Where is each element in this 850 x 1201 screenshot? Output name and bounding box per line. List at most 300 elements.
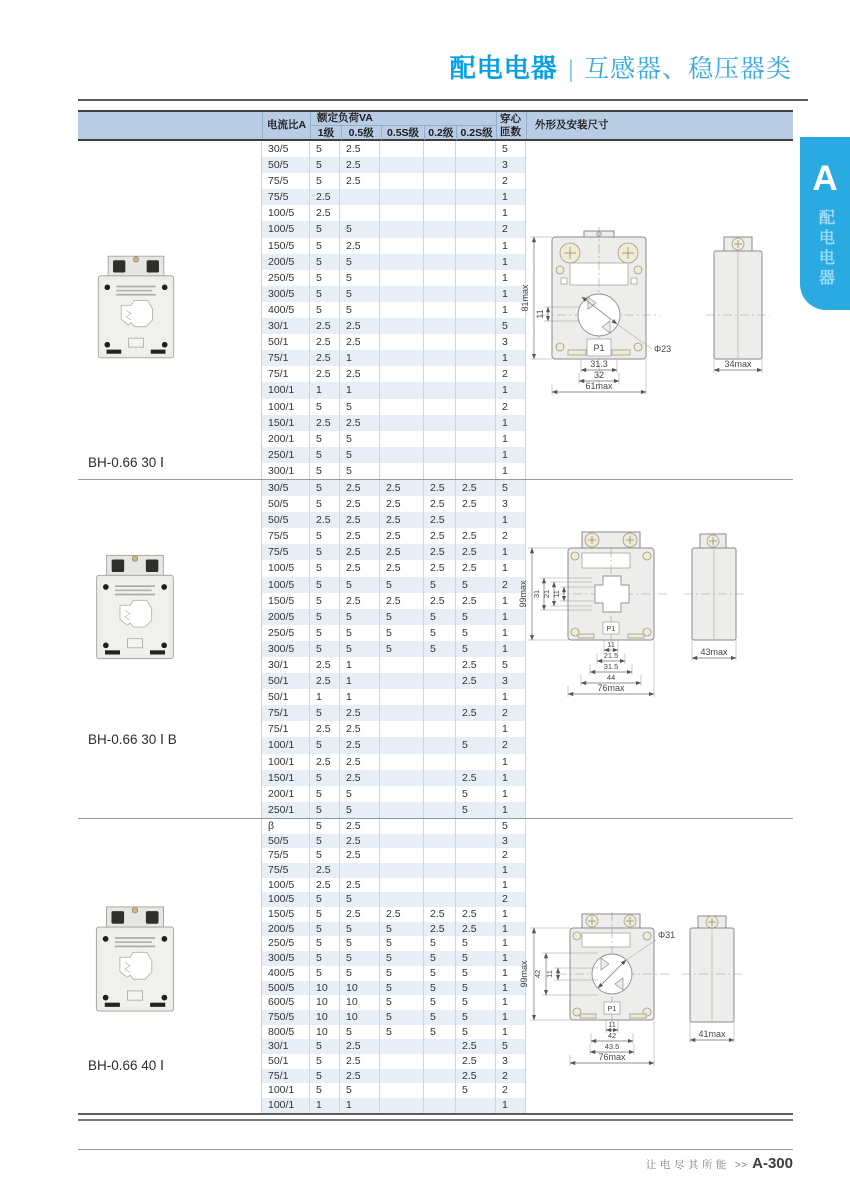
table-cell xyxy=(456,286,496,302)
table-cell xyxy=(380,205,424,221)
table-cell: 2.5 xyxy=(340,238,380,254)
table-cell: 5 xyxy=(310,907,340,922)
table-cell xyxy=(456,431,496,447)
table-row xyxy=(78,786,793,802)
table-cell: 30/5 xyxy=(262,480,310,496)
table-cell xyxy=(380,754,424,770)
table-cell: 2.5 xyxy=(340,1069,380,1084)
table-bottom-rule xyxy=(78,1113,793,1121)
table-cell: 2.5 xyxy=(424,593,456,609)
table-cell: 2.5 xyxy=(310,657,340,673)
table-cell: 5 xyxy=(310,1069,340,1084)
table-cell: 5 xyxy=(310,431,340,447)
table-row xyxy=(78,415,793,431)
table-cell: 150/1 xyxy=(262,770,310,786)
table-cell: 50/5 xyxy=(262,496,310,512)
table-row xyxy=(78,754,793,770)
product-name-3: BH-0.66 40 Ⅰ xyxy=(88,1058,165,1073)
table-cell: 2.5 xyxy=(310,350,340,366)
cell-dims-spacer xyxy=(526,754,793,770)
table-cell: 1 xyxy=(496,382,526,398)
table-cell: 5 xyxy=(424,966,456,981)
table-cell: 2.5 xyxy=(456,528,496,544)
table-cell: 5 xyxy=(424,995,456,1010)
table-cell: 5 xyxy=(310,848,340,863)
table-cell xyxy=(380,786,424,802)
table-cell: 5 xyxy=(380,995,424,1010)
table-cell: 1 xyxy=(496,754,526,770)
dim-bottom-0: 31.3 xyxy=(590,359,608,369)
table-row xyxy=(78,848,793,863)
cell-product-spacer xyxy=(78,1025,262,1040)
table-cell: 5 xyxy=(310,447,340,463)
table-cell: 5 xyxy=(340,1083,380,1098)
table-cell: 75/5 xyxy=(262,863,310,878)
cell-dims-spacer xyxy=(526,878,793,893)
table-cell xyxy=(424,848,456,863)
table-cell: 5 xyxy=(310,819,340,834)
table-cell xyxy=(424,350,456,366)
table-cell: 5 xyxy=(340,1025,380,1040)
table-cell: 5 xyxy=(310,399,340,415)
table-cell: 5 xyxy=(310,786,340,802)
product-photo-bh-0.66-30-I-B xyxy=(92,552,178,662)
table-cell: 1 xyxy=(310,689,340,705)
table-cell: 300/1 xyxy=(262,463,310,479)
table-cell: 150/1 xyxy=(262,415,310,431)
table-cell: 5 xyxy=(340,221,380,237)
cell-dims-spacer xyxy=(526,819,793,834)
table-cell: 75/5 xyxy=(262,189,310,205)
table-cell: 2.5 xyxy=(340,770,380,786)
table-cell: 2.5 xyxy=(340,754,380,770)
table-cell: 1 xyxy=(496,447,526,463)
table-cell: 2.5 xyxy=(380,544,424,560)
table-cell: 2.5 xyxy=(340,834,380,849)
table-cell: 5 xyxy=(310,951,340,966)
table-cell: 2.5 xyxy=(310,366,340,382)
table-cell xyxy=(424,270,456,286)
table-cell xyxy=(380,1083,424,1098)
table-cell: β xyxy=(262,819,310,834)
table-cell: 5 xyxy=(310,625,340,641)
table-cell: 2.5 xyxy=(456,480,496,496)
cell-product-spacer xyxy=(78,189,262,205)
cell-dims-spacer xyxy=(526,399,793,415)
table-cell: 1 xyxy=(496,863,526,878)
table-cell: 150/5 xyxy=(262,907,310,922)
table-cell: 5 xyxy=(310,936,340,951)
table-cell: 200/5 xyxy=(262,609,310,625)
table-cell xyxy=(424,878,456,893)
table-cell: 5 xyxy=(424,609,456,625)
table-cell: 5 xyxy=(424,1025,456,1040)
side-tab-label: 配电电器 xyxy=(816,209,834,289)
table-cell: 2.5 xyxy=(340,560,380,576)
table-row xyxy=(78,705,793,721)
table-cell: 2 xyxy=(496,737,526,753)
table-cell: 2.5 xyxy=(310,205,340,221)
table-cell: 5 xyxy=(340,922,380,937)
table-cell: 5 xyxy=(310,302,340,318)
table-cell: 5 xyxy=(380,936,424,951)
table-cell xyxy=(380,770,424,786)
terminal-label: P1 xyxy=(607,1004,617,1013)
table-cell xyxy=(380,1069,424,1084)
header-burden-group xyxy=(310,112,496,139)
table-cell: 2.5 xyxy=(340,907,380,922)
table-cell: 2.5 xyxy=(310,863,340,878)
table-cell: 5 xyxy=(424,951,456,966)
table-cell: 100/1 xyxy=(262,382,310,398)
table-cell xyxy=(456,141,496,157)
table-cell: 1 xyxy=(496,922,526,937)
table-cell xyxy=(424,447,456,463)
table-cell: 5 xyxy=(310,528,340,544)
table-cell: 3 xyxy=(496,157,526,173)
table-cell: 5 xyxy=(380,577,424,593)
table-cell: 5 xyxy=(310,593,340,609)
table-cell xyxy=(380,350,424,366)
product-name-1: BH-0.66 30 Ⅰ xyxy=(88,455,165,470)
table-row xyxy=(78,878,793,893)
table-cell: 5 xyxy=(340,431,380,447)
table-row xyxy=(78,892,793,907)
header-burden-label: 额定负荷VA xyxy=(311,112,496,126)
table-cell: 50/1 xyxy=(262,689,310,705)
table-cell: 2.5 xyxy=(340,819,380,834)
table-cell: 2.5 xyxy=(380,528,424,544)
dim-bottom-1: 42 xyxy=(607,1031,617,1040)
table-cell: 1 xyxy=(496,625,526,641)
table-cell xyxy=(424,786,456,802)
table-cell: 5 xyxy=(456,625,496,641)
table-cell: 5 xyxy=(340,447,380,463)
table-cell xyxy=(424,189,456,205)
subcategory-title: 互感器、稳压器类 xyxy=(583,55,792,83)
table-cell: 5 xyxy=(310,254,340,270)
table-row xyxy=(78,1098,793,1113)
table-cell xyxy=(424,1098,456,1113)
table-cell: 500/5 xyxy=(262,981,310,996)
table-cell: 5 xyxy=(340,286,380,302)
cell-dims-spacer xyxy=(526,415,793,431)
table-cell: 2.5 xyxy=(340,878,380,893)
table-cell: 250/1 xyxy=(262,447,310,463)
table-cell: 5 xyxy=(496,141,526,157)
cell-product-spacer xyxy=(78,173,262,189)
table-cell: 2.5 xyxy=(380,907,424,922)
table-cell xyxy=(380,848,424,863)
table-cell: 2.5 xyxy=(340,141,380,157)
table-cell: 1 xyxy=(340,689,380,705)
table-cell: 5 xyxy=(456,609,496,625)
table-cell xyxy=(424,205,456,221)
cell-product-spacer xyxy=(78,819,262,834)
table-cell: 2.5 xyxy=(456,657,496,673)
table-cell: 2.5 xyxy=(424,544,456,560)
table-cell xyxy=(456,350,496,366)
table-cell xyxy=(456,254,496,270)
header-class-02s: 0.2S级 xyxy=(456,126,496,140)
footer-slogan: 让电尽其所能 xyxy=(645,1159,730,1171)
table-cell: 5 xyxy=(456,951,496,966)
table-cell: 2.5 xyxy=(424,922,456,937)
table-cell: 600/5 xyxy=(262,995,310,1010)
table-cell: 2.5 xyxy=(340,737,380,753)
table-cell: 2.5 xyxy=(310,754,340,770)
cell-dims-spacer xyxy=(526,863,793,878)
cell-dims-spacer xyxy=(526,496,793,512)
table-row xyxy=(78,189,793,205)
table-cell: 5 xyxy=(456,802,496,818)
table-cell: 5 xyxy=(340,892,380,907)
table-cell xyxy=(456,189,496,205)
table-cell: 250/5 xyxy=(262,936,310,951)
table-row xyxy=(78,721,793,737)
header-turns xyxy=(496,112,526,139)
table-cell: 2.5 xyxy=(456,705,496,721)
table-cell xyxy=(380,657,424,673)
cell-product-spacer xyxy=(78,754,262,770)
table-cell: 5 xyxy=(310,238,340,254)
table-cell xyxy=(424,415,456,431)
table-cell: 5 xyxy=(310,157,340,173)
table-cell: 5 xyxy=(380,981,424,996)
table-cell: 2 xyxy=(496,528,526,544)
table-cell xyxy=(380,415,424,431)
table-cell: 5 xyxy=(380,609,424,625)
table-cell: 5 xyxy=(380,625,424,641)
table-cell: 1 xyxy=(496,966,526,981)
table-cell: 50/1 xyxy=(262,1054,310,1069)
header-class-1: 1级 xyxy=(317,127,335,139)
table-cell: 250/5 xyxy=(262,625,310,641)
table-cell: 5 xyxy=(310,802,340,818)
table-cell: 1 xyxy=(496,1010,526,1025)
table-cell xyxy=(380,382,424,398)
table-cell: 2.5 xyxy=(340,173,380,189)
table-cell: 1 xyxy=(496,609,526,625)
table-cell: 2 xyxy=(496,1083,526,1098)
cell-product-spacer xyxy=(78,496,262,512)
title-separator: | xyxy=(567,56,574,83)
cell-dims-spacer xyxy=(526,834,793,849)
table-cell: 5 xyxy=(340,802,380,818)
table-cell: 5 xyxy=(340,254,380,270)
table-cell: 5 xyxy=(424,936,456,951)
table-cell: 100/1 xyxy=(262,754,310,770)
dim-bottom-3: 76max xyxy=(598,1052,626,1062)
cell-dims-spacer xyxy=(526,157,793,173)
table-cell: 5 xyxy=(310,770,340,786)
table-cell: 5 xyxy=(456,1083,496,1098)
dim-bottom-2: 31.5 xyxy=(603,662,619,671)
cell-dims-spacer xyxy=(526,802,793,818)
table-cell xyxy=(380,447,424,463)
table-cell: 2 xyxy=(496,705,526,721)
table-cell xyxy=(424,254,456,270)
table-cell xyxy=(424,1039,456,1054)
table-cell: 100/5 xyxy=(262,577,310,593)
table-cell xyxy=(424,705,456,721)
table-cell: 5 xyxy=(456,966,496,981)
cell-product-spacer xyxy=(78,689,262,705)
product-photo-bh-0.66-40-I xyxy=(93,903,177,1015)
table-cell: 5 xyxy=(340,936,380,951)
cell-dims-spacer xyxy=(526,770,793,786)
table-row xyxy=(78,447,793,463)
dimension-drawing-3 xyxy=(518,910,793,1082)
table-cell xyxy=(380,892,424,907)
table-cell: 2.5 xyxy=(340,1039,380,1054)
table-row xyxy=(78,205,793,221)
table-cell xyxy=(380,802,424,818)
table-cell xyxy=(380,737,424,753)
table-cell xyxy=(424,302,456,318)
table-cell: 5 xyxy=(310,221,340,237)
cell-dims-spacer xyxy=(526,173,793,189)
table-cell xyxy=(456,892,496,907)
cell-product-spacer xyxy=(78,848,262,863)
table-cell: 1 xyxy=(340,350,380,366)
table-cell: 100/5 xyxy=(262,221,310,237)
side-tab[interactable] xyxy=(800,137,850,310)
product-photo-bh-0.66-30-I xyxy=(95,250,177,364)
table-row xyxy=(78,1083,793,1098)
table-cell: 5 xyxy=(310,922,340,937)
table-cell: 1 xyxy=(496,770,526,786)
table-cell xyxy=(424,141,456,157)
table-cell: 75/5 xyxy=(262,848,310,863)
table-cell: 3 xyxy=(496,834,526,849)
table-cell: 1 xyxy=(340,1098,380,1113)
table-cell: 100/1 xyxy=(262,737,310,753)
table-cell: 2 xyxy=(496,892,526,907)
category-title: 配电电器 xyxy=(449,53,558,83)
cell-dims-spacer xyxy=(526,721,793,737)
table-cell: 3 xyxy=(496,673,526,689)
table-cell: 1 xyxy=(310,1098,340,1113)
table-cell: 5 xyxy=(340,577,380,593)
table-cell: 10 xyxy=(340,1010,380,1025)
table-row xyxy=(78,141,793,157)
table-cell: 100/5 xyxy=(262,892,310,907)
table-cell xyxy=(456,302,496,318)
table-cell xyxy=(456,834,496,849)
cell-product-spacer xyxy=(78,480,262,496)
table-cell: 2.5 xyxy=(456,922,496,937)
cell-product-spacer xyxy=(78,205,262,221)
table-row xyxy=(78,802,793,818)
table-cell xyxy=(424,318,456,334)
cell-dims-spacer xyxy=(526,848,793,863)
table-cell xyxy=(424,673,456,689)
table-cell xyxy=(424,399,456,415)
table-cell: 100/5 xyxy=(262,878,310,893)
table-cell xyxy=(380,878,424,893)
cell-product-spacer xyxy=(78,399,262,415)
table-cell: 1 xyxy=(496,951,526,966)
table-cell: 50/5 xyxy=(262,512,310,528)
table-cell: 5 xyxy=(340,641,380,657)
table-cell xyxy=(380,189,424,205)
table-cell: 1 xyxy=(496,205,526,221)
cell-dims-spacer xyxy=(526,705,793,721)
table-cell: 1 xyxy=(496,270,526,286)
table-cell: 2 xyxy=(496,577,526,593)
table-cell: 5 xyxy=(340,786,380,802)
cell-product-spacer xyxy=(78,1039,262,1054)
table-cell: 2 xyxy=(496,366,526,382)
dimension-drawing-1 xyxy=(518,223,793,395)
cell-dims-spacer xyxy=(526,141,793,157)
table-cell: 1 xyxy=(496,641,526,657)
table-cell xyxy=(380,238,424,254)
table-cell: 1 xyxy=(496,995,526,1010)
cell-product-spacer xyxy=(78,415,262,431)
dim-v-1: 11 xyxy=(545,970,554,978)
table-cell: 2.5 xyxy=(310,415,340,431)
page-title xyxy=(450,48,792,85)
table-cell: 100/5 xyxy=(262,205,310,221)
table-cell: 5 xyxy=(380,1010,424,1025)
table-cell: 5 xyxy=(310,496,340,512)
table-cell: 5 xyxy=(310,577,340,593)
table-cell xyxy=(380,1098,424,1113)
table-cell: 10 xyxy=(340,995,380,1010)
dim-height: 99max xyxy=(519,960,529,988)
table-cell: 5 xyxy=(310,1039,340,1054)
product-name-2: BH-0.66 30 Ⅰ B xyxy=(88,732,177,747)
table-cell: 1 xyxy=(496,302,526,318)
table-cell xyxy=(456,238,496,254)
table-cell: 2.5 xyxy=(456,560,496,576)
table-cell: 30/5 xyxy=(262,141,310,157)
table-cell: 5 xyxy=(496,318,526,334)
table-cell xyxy=(456,334,496,350)
side-view xyxy=(706,237,770,373)
table-cell: 30/1 xyxy=(262,1039,310,1054)
cell-dims-spacer xyxy=(526,463,793,479)
cell-dims-spacer xyxy=(526,737,793,753)
table-cell xyxy=(456,318,496,334)
table-cell: 10 xyxy=(310,981,340,996)
cell-dims-spacer xyxy=(526,786,793,802)
front-view xyxy=(558,912,670,1026)
table-cell: 10 xyxy=(310,1025,340,1040)
table-cell xyxy=(380,141,424,157)
table-cell: 5 xyxy=(456,936,496,951)
table-cell: 150/5 xyxy=(262,238,310,254)
table-cell: 75/1 xyxy=(262,366,310,382)
table-cell: 1 xyxy=(496,593,526,609)
table-cell xyxy=(380,334,424,350)
table-cell: 300/5 xyxy=(262,641,310,657)
table-cell: 2.5 xyxy=(340,157,380,173)
table-cell: 2.5 xyxy=(310,878,340,893)
table-cell: 5 xyxy=(340,966,380,981)
table-cell: 100/5 xyxy=(262,560,310,576)
cell-dims-spacer xyxy=(526,189,793,205)
table-cell: 200/5 xyxy=(262,254,310,270)
table-cell: 100/1 xyxy=(262,399,310,415)
table-cell: 5 xyxy=(310,1083,340,1098)
table-cell xyxy=(380,399,424,415)
table-cell: 5 xyxy=(424,981,456,996)
table-cell xyxy=(456,1098,496,1113)
table-cell: 5 xyxy=(456,981,496,996)
